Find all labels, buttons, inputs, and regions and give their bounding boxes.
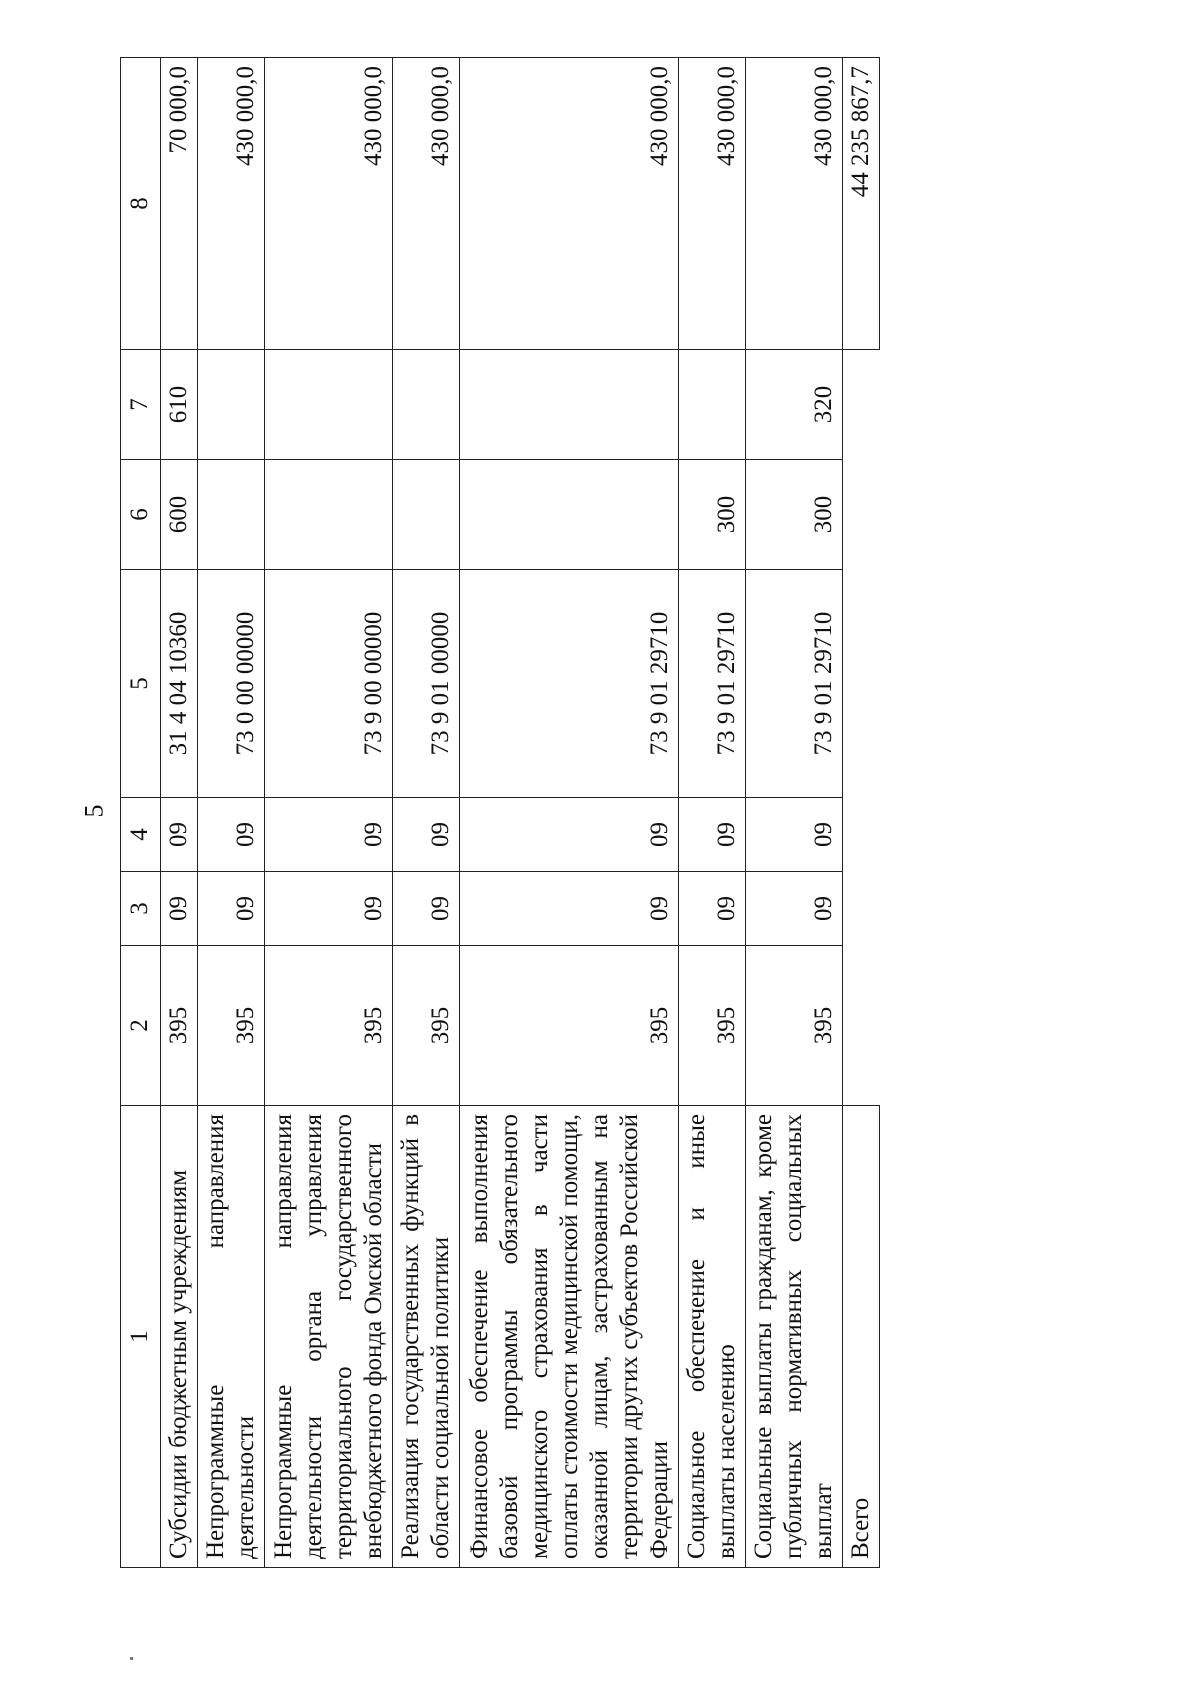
row-section: 09 xyxy=(678,872,745,946)
row-section: 09 xyxy=(459,872,678,946)
row-section: 09 xyxy=(745,872,842,946)
table-body xyxy=(121,58,880,1568)
row-code: 395 xyxy=(678,946,745,1106)
row-subtype xyxy=(264,350,392,460)
row-subsection: 09 xyxy=(161,798,198,872)
row-code: 395 xyxy=(161,946,198,1106)
row-subtype xyxy=(678,350,745,460)
row-name: Социальные выплаты гражданам, кроме публичных нормативных социальных выплат xyxy=(745,1106,842,1568)
table-row xyxy=(197,58,264,1568)
header-cell: 6 xyxy=(121,460,161,570)
row-section: 09 xyxy=(264,872,392,946)
scan-speck xyxy=(130,1657,133,1660)
row-type: 300 xyxy=(745,460,842,570)
header-cell: 4 xyxy=(121,798,161,872)
row-target: 73 9 00 00000 xyxy=(264,570,392,798)
row-target: 31 4 04 10360 xyxy=(161,570,198,798)
row-name: Социальное обеспечение и иные выплаты населению xyxy=(678,1106,745,1568)
row-code: 395 xyxy=(197,946,264,1106)
table-row xyxy=(745,58,842,1568)
row-target: 73 9 01 29710 xyxy=(678,570,745,798)
table-row xyxy=(392,58,459,1568)
row-amount: 430 000,0 xyxy=(392,58,459,350)
row-subsection: 09 xyxy=(392,798,459,872)
total-label: Всего xyxy=(843,1106,880,1568)
total-empty-cell xyxy=(843,350,880,1106)
row-subtype xyxy=(459,350,678,460)
row-target: 73 9 01 29710 xyxy=(745,570,842,798)
row-type: 300 xyxy=(678,460,745,570)
row-code: 395 xyxy=(264,946,392,1106)
row-amount: 430 000,0 xyxy=(264,58,392,350)
row-section: 09 xyxy=(392,872,459,946)
row-name: Непрограммные направления деятельности органа управления территориального государственного внебюджетного фонда Омской области xyxy=(264,1106,392,1568)
row-amount: 430 000,0 xyxy=(745,58,842,350)
page-number: 5 xyxy=(79,804,109,818)
table-row xyxy=(161,58,198,1568)
row-amount: 430 000,0 xyxy=(678,58,745,350)
row-subsection: 09 xyxy=(678,798,745,872)
total-amount: 44 235 867,7 xyxy=(843,58,880,350)
table-total-row xyxy=(843,58,880,1568)
row-type xyxy=(392,460,459,570)
row-subtype: 610 xyxy=(161,350,198,460)
header-cell: 3 xyxy=(121,872,161,946)
row-type: 600 xyxy=(161,460,198,570)
row-amount: 70 000,0 xyxy=(161,58,198,350)
header-cell: 1 xyxy=(121,1106,161,1568)
row-subsection: 09 xyxy=(264,798,392,872)
row-code: 395 xyxy=(745,946,842,1106)
row-type xyxy=(264,460,392,570)
row-name: Реализация государственных функций в области социальной политики xyxy=(392,1106,459,1568)
row-target: 73 0 00 00000 xyxy=(197,570,264,798)
table-row xyxy=(459,58,678,1568)
row-subsection: 09 xyxy=(745,798,842,872)
row-amount: 430 000,0 xyxy=(197,58,264,350)
row-type xyxy=(459,460,678,570)
header-cell: 7 xyxy=(121,350,161,460)
row-type xyxy=(197,460,264,570)
row-subsection: 09 xyxy=(459,798,678,872)
row-code: 395 xyxy=(392,946,459,1106)
row-amount: 430 000,0 xyxy=(459,58,678,350)
row-subsection: 09 xyxy=(197,798,264,872)
budget-table xyxy=(120,57,880,1568)
row-target: 73 9 01 00000 xyxy=(392,570,459,798)
row-section: 09 xyxy=(161,872,198,946)
header-cell: 2 xyxy=(121,946,161,1106)
row-name: Субсидии бюджетным учреждениям xyxy=(161,1106,198,1568)
row-code: 395 xyxy=(459,946,678,1106)
row-subtype: 320 xyxy=(745,350,842,460)
rotated-table-wrapper xyxy=(120,58,880,1568)
row-name: Непрограммные направления деятельности xyxy=(197,1106,264,1568)
header-cell: 5 xyxy=(121,570,161,798)
table-row xyxy=(678,58,745,1568)
row-subtype xyxy=(392,350,459,460)
row-name: Финансовое обеспечение выполнения базовой программы обязательного медицинского страхования в части оплаты стоимости медицинской помощи, оказанной лицам, застрахованным на территории других субъектов Российской Федерации xyxy=(459,1106,678,1568)
row-subtype xyxy=(197,350,264,460)
table-row xyxy=(264,58,392,1568)
table-header-row xyxy=(121,58,161,1568)
row-section: 09 xyxy=(197,872,264,946)
row-target: 73 9 01 29710 xyxy=(459,570,678,798)
header-cell: 8 xyxy=(121,58,161,350)
